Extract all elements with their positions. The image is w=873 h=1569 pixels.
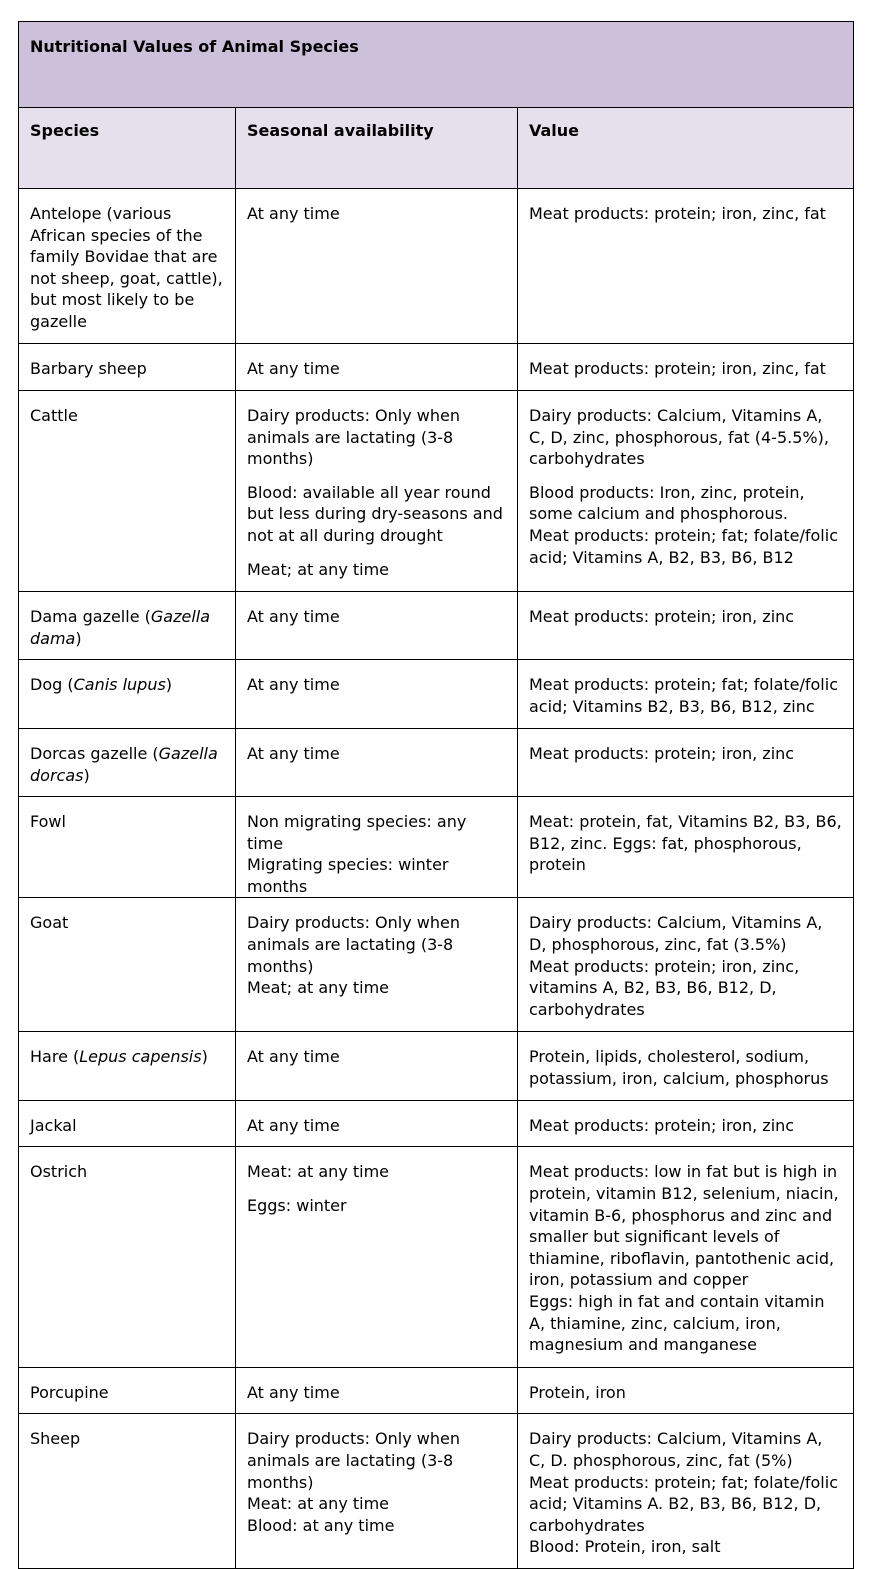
species-cell <box>19 344 236 391</box>
availability-cell <box>236 189 518 344</box>
cell-line: Meat products: protein; iron, zinc <box>529 744 795 763</box>
species-name-end: ) <box>75 628 82 648</box>
species-cell <box>19 1414 236 1569</box>
cell-paragraph <box>529 674 842 717</box>
cell-line: Dairy products: Only when animals are lactating (3-8 months) <box>247 1429 460 1492</box>
table-row <box>19 1368 854 1414</box>
cell-paragraph <box>247 203 506 225</box>
cell-line: Meat products: protein; iron, zinc <box>529 607 795 626</box>
value-cell <box>518 797 854 898</box>
value-cell <box>518 1147 854 1368</box>
value-cell <box>518 592 854 660</box>
cell-line: Dairy products: Calcium, Vitamins A, C, D, zinc, phosphorous, fat (4-5.5%), carbohydrates <box>529 406 829 469</box>
cell-line: At any time <box>247 1383 340 1403</box>
cell-paragraph <box>247 405 506 470</box>
table-row <box>19 729 854 797</box>
species-name: Goat <box>30 913 69 933</box>
cell-paragraph <box>247 674 506 696</box>
cell-line: Meat: protein, fat, Vitamins B2, B3, B6, B12, zinc. Eggs: fat, phosphorous, protein <box>529 812 842 875</box>
table-row <box>19 660 854 729</box>
cell-line: Dairy products: Only when animals are lactating (3-8 months) <box>247 406 460 469</box>
cell-line: Meat; at any time <box>247 559 390 579</box>
cell-line: Dairy products: Calcium, Vitamins A, D, phosphorous, zinc, fat (3.5%) <box>529 913 823 954</box>
species-cell <box>19 592 236 660</box>
species-cell <box>19 391 236 592</box>
table-title: Nutritional Values of Animal Species <box>19 22 854 108</box>
cell-line: Meat products: protein; fat; folate/folic acid; Vitamins A. B2, B3, B6, B12, D, carbohydrates <box>529 1472 838 1535</box>
species-name-end: ) <box>165 675 173 694</box>
value-cell <box>518 1414 854 1569</box>
species-cell <box>19 1147 236 1368</box>
availability-cell <box>236 1032 518 1101</box>
cell-line: Dairy products: Only when animals are lactating (3-8 months) <box>247 913 460 976</box>
availability-cell <box>236 898 518 1032</box>
value-cell <box>518 660 854 729</box>
cell-line: At any time <box>247 675 340 694</box>
cell-line: At any time <box>247 204 340 223</box>
table-row <box>19 797 854 898</box>
availability-cell <box>236 660 518 729</box>
title-row <box>19 22 854 108</box>
species-cell <box>19 898 236 1032</box>
availability-cell <box>236 592 518 660</box>
cell-paragraph <box>529 811 842 876</box>
cell-line: Meat products: protein; fat; folate/folic acid; Vitamins B2, B3, B6, B12, zinc <box>529 675 838 716</box>
value-cell <box>518 1101 854 1147</box>
cell-paragraph <box>529 1046 842 1089</box>
species-name: Dama gazelle ( <box>30 607 151 626</box>
scientific-name: Lepus capensis <box>79 1047 202 1067</box>
header-value: Value <box>518 108 854 189</box>
cell-paragraph <box>529 1115 842 1137</box>
cell-paragraph <box>247 1195 506 1217</box>
cell-paragraph <box>247 1115 506 1137</box>
cell-line: Eggs: high in fat and contain vitamin A, thiamine, zinc, calcium, iron, magnesium and manganese <box>529 1291 825 1355</box>
cell-line: Protein, iron <box>529 1383 626 1403</box>
cell-paragraph <box>247 1046 506 1068</box>
availability-cell <box>236 391 518 592</box>
species-name: Porcupine <box>30 1383 109 1403</box>
scientific-name: Gazella dorcas <box>30 744 218 785</box>
value-cell <box>518 1368 854 1414</box>
species-name: Hare ( <box>30 1047 80 1067</box>
cell-paragraph <box>529 203 842 225</box>
value-cell <box>518 1032 854 1101</box>
cell-paragraph <box>529 358 842 380</box>
value-cell <box>518 344 854 391</box>
cell-paragraph <box>529 1428 842 1558</box>
cell-line: At any time <box>247 744 340 763</box>
cell-paragraph <box>247 811 506 897</box>
cell-line: Meat: at any time <box>247 1494 390 1514</box>
cell-line: Dairy products: Calcium, Vitamins A, C, D. phosphorous, zinc, fat (5%) <box>529 1429 823 1470</box>
scientific-name: Gazella dama <box>30 607 211 648</box>
cell-line: At any time <box>247 1116 340 1136</box>
value-cell <box>518 391 854 592</box>
table-row <box>19 1147 854 1368</box>
species-cell <box>19 189 236 344</box>
species-cell <box>19 1032 236 1101</box>
species-cell <box>19 797 236 898</box>
cell-paragraph <box>247 559 506 581</box>
cell-line: Meat products: protein; fat; folate/folic acid; Vitamins A, B2, B3, B6, B12 <box>529 525 838 567</box>
table-row <box>19 1032 854 1101</box>
cell-line: Meat; at any time <box>247 978 390 998</box>
cell-line: Meat: at any time <box>247 1162 390 1182</box>
table-row <box>19 592 854 660</box>
cell-line: Eggs: winter <box>247 1195 347 1215</box>
table-row <box>19 391 854 592</box>
scientific-name: Canis lupus <box>73 675 166 694</box>
cell-paragraph <box>247 606 506 628</box>
cell-line: Blood: at any time <box>247 1515 395 1535</box>
species-cell <box>19 729 236 797</box>
table-row <box>19 1101 854 1147</box>
nutrition-table <box>18 21 854 1569</box>
cell-paragraph <box>247 1382 506 1404</box>
cell-line: At any time <box>247 607 340 626</box>
species-name: Cattle <box>30 406 78 425</box>
species-cell <box>19 1101 236 1147</box>
species-name: Jackal <box>30 1116 77 1136</box>
cell-paragraph <box>529 1382 842 1404</box>
cell-line: Meat products: protein; iron, zinc <box>529 1116 795 1136</box>
cell-line: Meat products: protein; iron, zinc, vitamins A, B2, B3, B6, B12, D, carbohydrates <box>529 956 800 1019</box>
species-name-end: ) <box>83 765 90 785</box>
cell-paragraph <box>529 1161 842 1355</box>
header-seasonal-availability: Seasonal availability <box>236 108 518 189</box>
availability-cell <box>236 1101 518 1147</box>
species-name: Dorcas gazelle ( <box>30 744 159 763</box>
species-name: Sheep <box>30 1429 81 1449</box>
species-name-end: ) <box>201 1047 208 1067</box>
table-row <box>19 189 854 344</box>
table-row <box>19 344 854 391</box>
cell-line: Blood: available all year round but less during dry-seasons and not at all during drought <box>247 482 503 545</box>
cell-paragraph <box>529 743 842 765</box>
cell-paragraph <box>529 482 842 568</box>
cell-line: Migrating species: winter months <box>247 855 449 896</box>
availability-cell <box>236 797 518 898</box>
value-cell <box>518 898 854 1032</box>
cell-line: At any time <box>247 1047 340 1067</box>
cell-paragraph <box>247 743 506 765</box>
availability-cell <box>236 729 518 797</box>
species-name: Antelope (various African species of the family Bovidae that are not sheep, goat, cattle), but most likely to be gazelle <box>30 204 223 331</box>
availability-cell <box>236 1368 518 1414</box>
table-row <box>19 1414 854 1569</box>
species-name: Fowl <box>30 812 66 831</box>
cell-line: Blood products: Iron, zinc, protein, some calcium and phosphorous. <box>529 482 805 524</box>
cell-paragraph <box>247 1161 506 1183</box>
table-row <box>19 898 854 1032</box>
species-cell <box>19 660 236 729</box>
cell-paragraph <box>529 912 842 1020</box>
cell-line: At any time <box>247 359 340 378</box>
species-name: Dog ( <box>30 675 74 694</box>
cell-paragraph <box>247 1428 506 1536</box>
cell-paragraph <box>247 912 506 998</box>
header-species: Species <box>19 108 236 189</box>
cell-paragraph <box>247 482 506 547</box>
availability-cell <box>236 1147 518 1368</box>
value-cell <box>518 189 854 344</box>
availability-cell <box>236 1414 518 1569</box>
species-name: Ostrich <box>30 1162 88 1182</box>
cell-line: Blood: Protein, iron, salt <box>529 1537 721 1557</box>
cell-line: Meat products: protein; iron, zinc, fat <box>529 204 826 223</box>
cell-line: Non migrating species: any time <box>247 812 467 853</box>
availability-cell <box>236 344 518 391</box>
species-cell <box>19 1368 236 1414</box>
cell-paragraph <box>529 606 842 628</box>
cell-paragraph <box>247 358 506 380</box>
header-row <box>19 108 854 189</box>
cell-line: Protein, lipids, cholesterol, sodium, potassium, iron, calcium, phosphorus <box>529 1047 829 1088</box>
cell-line: Meat products: low in fat but is high in protein, vitamin B12, selenium, niacin, vitamin B-6, phosphorus and zinc and smaller but significant levels of thiamine, riboflavin, pantothenic acid, iron, potassium and copper <box>529 1162 839 1290</box>
value-cell <box>518 729 854 797</box>
cell-paragraph <box>529 405 842 470</box>
species-name: Barbary sheep <box>30 359 147 378</box>
cell-line: Meat products: protein; iron, zinc, fat <box>529 359 826 378</box>
